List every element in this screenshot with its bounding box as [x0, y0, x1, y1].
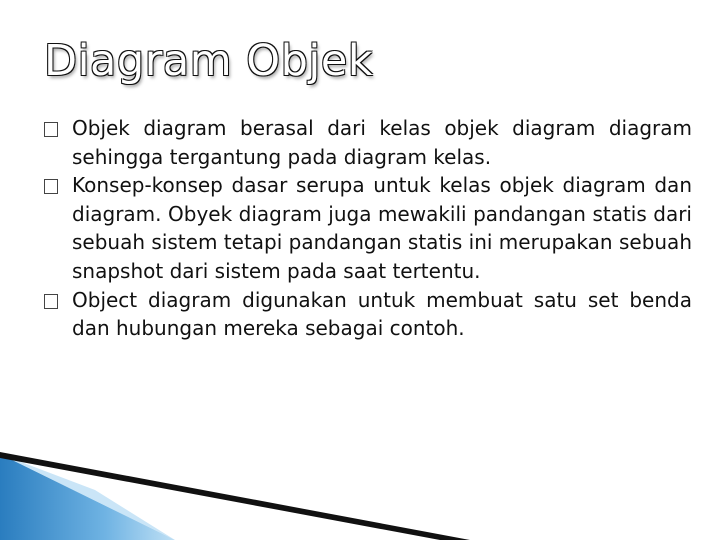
- bullet-text: Konsep-konsep dasar serupa untuk kelas objek diagram dan diagram. Obyek diagram juga mewakili pandangan statis dari sebuah sistem tetapi pandangan statis ini merupakan sebuah snapshot dari sistem pada saat tertentu.: [72, 173, 692, 283]
- bullet-text: Objek diagram berasal dari kelas objek diagram diagram sehingga tergantung pada diagram kelas.: [72, 116, 692, 169]
- page-title: Diagram Objek: [44, 36, 374, 86]
- bullet-text: Object diagram digunakan untuk membuat satu set benda dan hubungan mereka sebagai contoh.: [72, 287, 692, 341]
